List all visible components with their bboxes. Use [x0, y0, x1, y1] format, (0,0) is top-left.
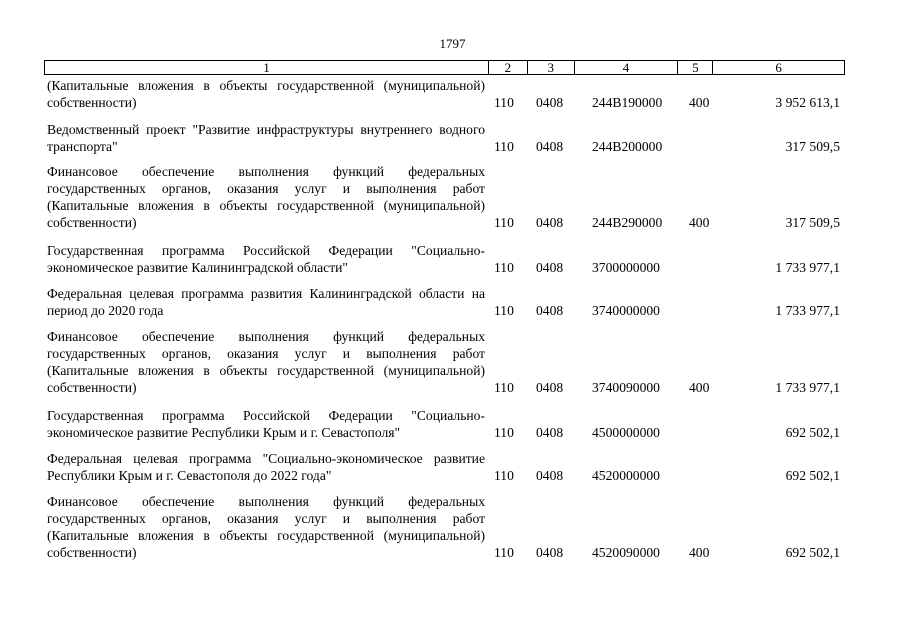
row-description: Федеральная целевая программа "Социально-экономическое развитие Республики Крым и г. Севастополя до 2022 года": [47, 451, 485, 483]
table-row: [44, 121, 845, 155]
table-row: [44, 493, 845, 561]
row-amount: 692 502,1: [785, 545, 840, 560]
row-description: Ведомственный проект "Развитие инфраструктуры внутреннего водного транспорта": [47, 122, 485, 154]
table-row: [44, 163, 845, 231]
page-number: 1797: [439, 36, 466, 51]
table-row: [44, 285, 845, 319]
row-expense-type: 400: [689, 95, 710, 110]
row-amount: 1 733 977,1: [775, 303, 840, 318]
row-section: 110: [494, 139, 514, 154]
row-subsection: 0408: [536, 380, 564, 395]
row-section: 110: [494, 303, 514, 318]
row-amount: 692 502,1: [785, 468, 840, 483]
row-amount: 3 952 613,1: [775, 95, 840, 110]
row-subsection: 0408: [536, 468, 564, 483]
row-target-code: 3700000000: [592, 260, 660, 275]
row-subsection: 0408: [536, 215, 564, 230]
row-description: Финансовое обеспечение выполнения функций федеральных государственных органов, оказания услуг и выполнения работ (Капитальные вложения в объекты государственной (муниципальной) собственности): [47, 329, 485, 395]
row-target-code: 244В190000: [592, 95, 663, 110]
row-target-code: 4520090000: [592, 545, 660, 560]
row-subsection: 0408: [536, 545, 564, 560]
table-row: [44, 450, 845, 484]
row-description: Федеральная целевая программа развития Калининградской области на период до 2020 года: [47, 286, 485, 318]
row-section: 110: [494, 380, 514, 395]
row-description: Финансовое обеспечение выполнения функций федеральных государственных органов, оказания услуг и выполнения работ (Капитальные вложения в объекты государственной (муниципальной) собственности): [47, 164, 485, 230]
column-header-4: 4: [575, 61, 679, 74]
row-target-code: 244В290000: [592, 215, 663, 230]
row-description: (Капитальные вложения в объекты государственной (муниципальной) собственности): [47, 78, 485, 110]
column-header-2: 2: [489, 61, 528, 74]
row-target-code: 244В200000: [592, 139, 663, 154]
row-target-code: 3740000000: [592, 303, 660, 318]
row-subsection: 0408: [536, 139, 564, 154]
row-subsection: 0408: [536, 260, 564, 275]
row-section: 110: [494, 468, 514, 483]
row-subsection: 0408: [536, 95, 564, 110]
row-section: 110: [494, 545, 514, 560]
row-amount: 317 509,5: [785, 215, 840, 230]
row-section: 110: [494, 260, 514, 275]
column-header-6: 6: [775, 60, 782, 75]
row-amount: 1 733 977,1: [775, 260, 840, 275]
row-expense-type: 400: [689, 380, 710, 395]
row-section: 110: [494, 95, 514, 110]
table-row: [44, 328, 845, 396]
row-amount: 317 509,5: [785, 139, 840, 154]
row-section: 110: [494, 215, 514, 230]
row-target-code: 4520000000: [592, 468, 660, 483]
table-header: [44, 60, 845, 75]
row-subsection: 0408: [536, 425, 564, 440]
row-description: Государственная программа Российской Федерации "Социально-экономическое развитие Калининградской области": [47, 243, 485, 275]
column-header-3: 3: [528, 61, 575, 74]
row-expense-type: 400: [689, 545, 710, 560]
row-section: 110: [494, 425, 514, 440]
column-header-1: 1: [45, 61, 489, 74]
row-subsection: 0408: [536, 303, 564, 318]
row-expense-type: 400: [689, 215, 710, 230]
row-description: Государственная программа Российской Федерации "Социально-экономическое развитие Республики Крым и г. Севастополя": [47, 408, 485, 440]
row-target-code: 4500000000: [592, 425, 660, 440]
row-target-code: 3740090000: [592, 380, 660, 395]
row-amount: 1 733 977,1: [775, 380, 840, 395]
row-description: Финансовое обеспечение выполнения функций федеральных государственных органов, оказания услуг и выполнения работ (Капитальные вложения в объекты государственной (муниципальной) собственности): [47, 494, 485, 560]
row-amount: 692 502,1: [785, 425, 840, 440]
table-row: [44, 407, 845, 441]
column-header-5: 5: [678, 61, 713, 74]
table-row: [44, 242, 845, 276]
table-row: [44, 77, 845, 111]
